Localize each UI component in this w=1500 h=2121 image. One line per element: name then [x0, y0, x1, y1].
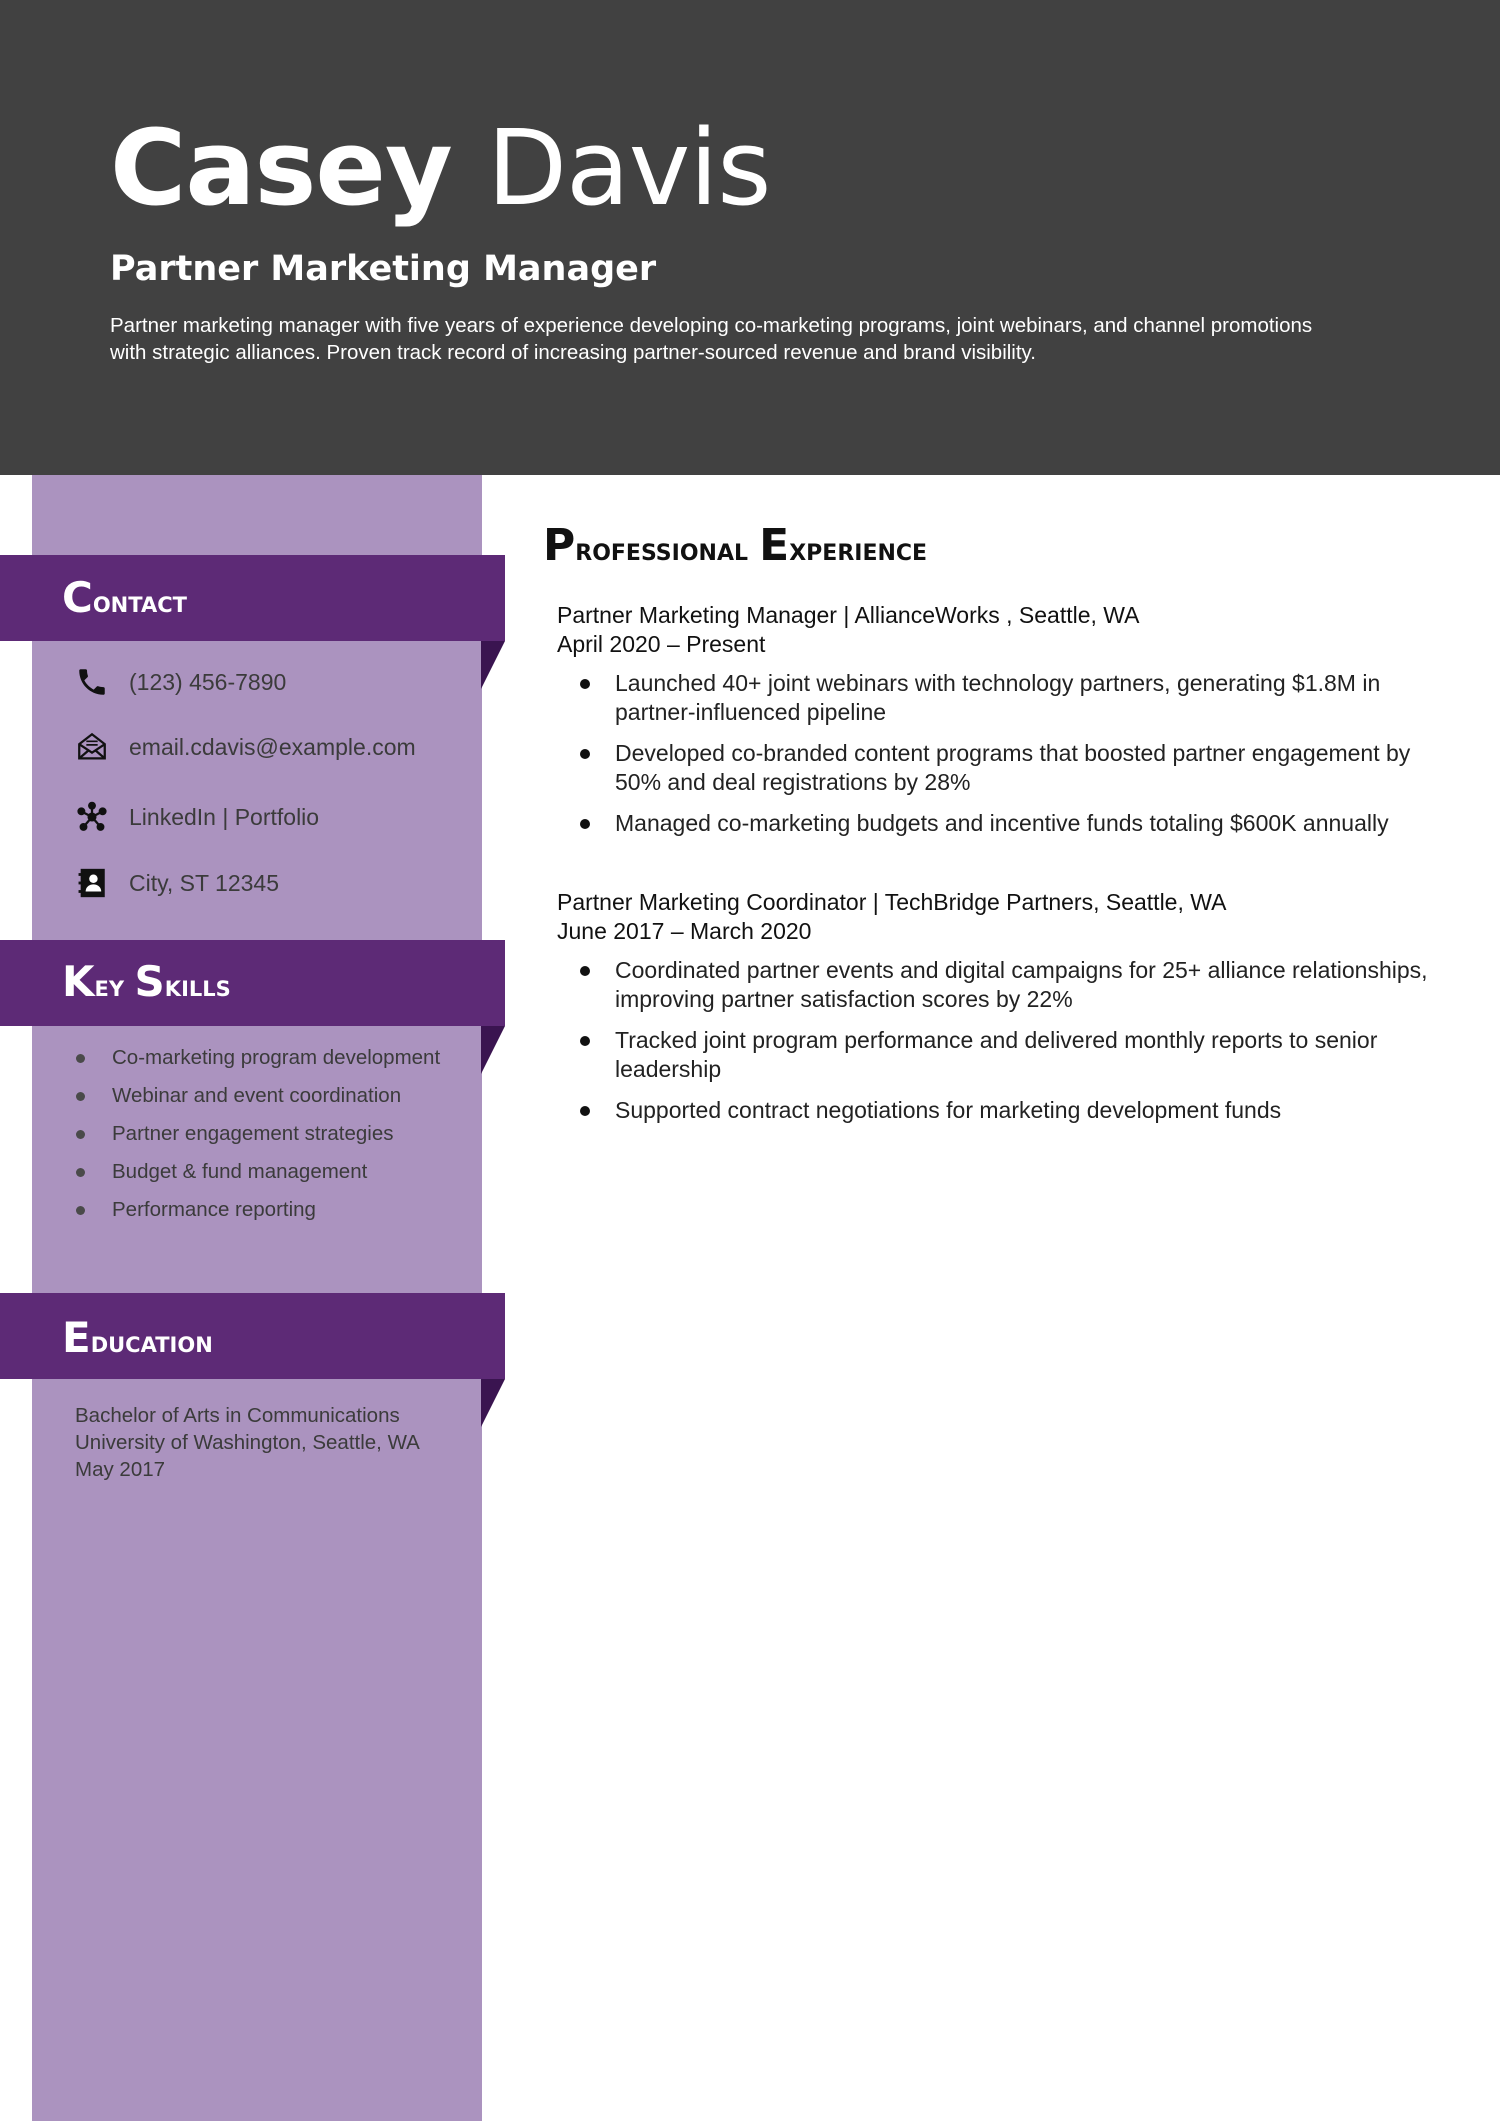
- phone-number: (123) 456-7890: [129, 668, 287, 695]
- degree: Bachelor of Arts in Communications: [75, 1404, 400, 1427]
- school: University of Washington, Seattle, WA: [75, 1431, 420, 1454]
- last-name: Davis: [486, 107, 771, 229]
- candidate-name: [110, 108, 770, 228]
- email-address: email.cdavis@example.com: [129, 733, 416, 760]
- job-entry: [557, 888, 1457, 1137]
- skills-heading: Key Skills: [62, 957, 231, 1006]
- address-book-icon: [72, 863, 112, 903]
- contact-band-fold: [481, 641, 505, 689]
- job-heading: Partner Marketing Coordinator | TechBridge Partners, Seattle, WA: [557, 889, 1227, 915]
- skills-list: [72, 1044, 472, 1234]
- network-icon: [72, 797, 112, 837]
- job-bullets: [557, 956, 1457, 1125]
- list-item: Tracked joint program performance and delivered monthly reports to senior leadership: [557, 1026, 1457, 1084]
- contact-links: [72, 797, 319, 837]
- graduation-date: May 2017: [75, 1458, 166, 1481]
- contact-phone: [72, 662, 286, 702]
- job-dates: April 2020 – Present: [557, 631, 766, 657]
- job-heading: Partner Marketing Manager | AllianceWorks , Seattle, WA: [557, 602, 1140, 628]
- experience-heading: Professional Experience: [543, 520, 928, 571]
- contact-heading: Contact: [62, 573, 187, 622]
- list-item: Managed co-marketing budgets and incentive funds totaling $600K annually: [557, 809, 1457, 838]
- job-bullets: [557, 669, 1457, 838]
- education-details: [75, 1402, 475, 1483]
- contact-email: [72, 727, 416, 767]
- list-item: Performance reporting: [72, 1196, 472, 1223]
- contact-address: [72, 863, 279, 903]
- list-item: Developed co-branded content programs that boosted partner engagement by 50% and deal registrations by 28%: [557, 739, 1457, 797]
- job-entry: [557, 601, 1457, 850]
- education-band-fold: [481, 1379, 505, 1427]
- list-item: Budget & fund management: [72, 1158, 472, 1185]
- education-heading: Education: [62, 1313, 213, 1362]
- skills-band-fold: [481, 1026, 505, 1074]
- job-title: Partner Marketing Manager: [110, 249, 657, 289]
- list-item: Supported contract negotiations for marketing development funds: [557, 1096, 1457, 1125]
- address-text: City, ST 12345: [129, 869, 280, 896]
- list-item: Partner engagement strategies: [72, 1120, 472, 1147]
- phone-icon: [72, 662, 112, 702]
- list-item: Co-marketing program development: [72, 1044, 472, 1071]
- summary-text: Partner marketing manager with five years of experience developing co-marketing programs, joint webinars, and channel promotions with strategic alliances. Proven track record of increasing partner-sourced revenue and brand visibility.: [110, 314, 1313, 364]
- social-links: LinkedIn | Portfolio: [129, 803, 320, 830]
- job-dates: June 2017 – March 2020: [557, 918, 812, 944]
- envelope-icon: [72, 727, 112, 767]
- list-item: Coordinated partner events and digital campaigns for 25+ alliance relationships, improving partner satisfaction scores by 22%: [557, 956, 1457, 1014]
- list-item: Webinar and event coordination: [72, 1082, 472, 1109]
- resume-header: [0, 0, 1500, 475]
- first-name: Casey: [110, 107, 452, 229]
- list-item: Launched 40+ joint webinars with technology partners, generating $1.8M in partner-influenced pipeline: [557, 669, 1457, 727]
